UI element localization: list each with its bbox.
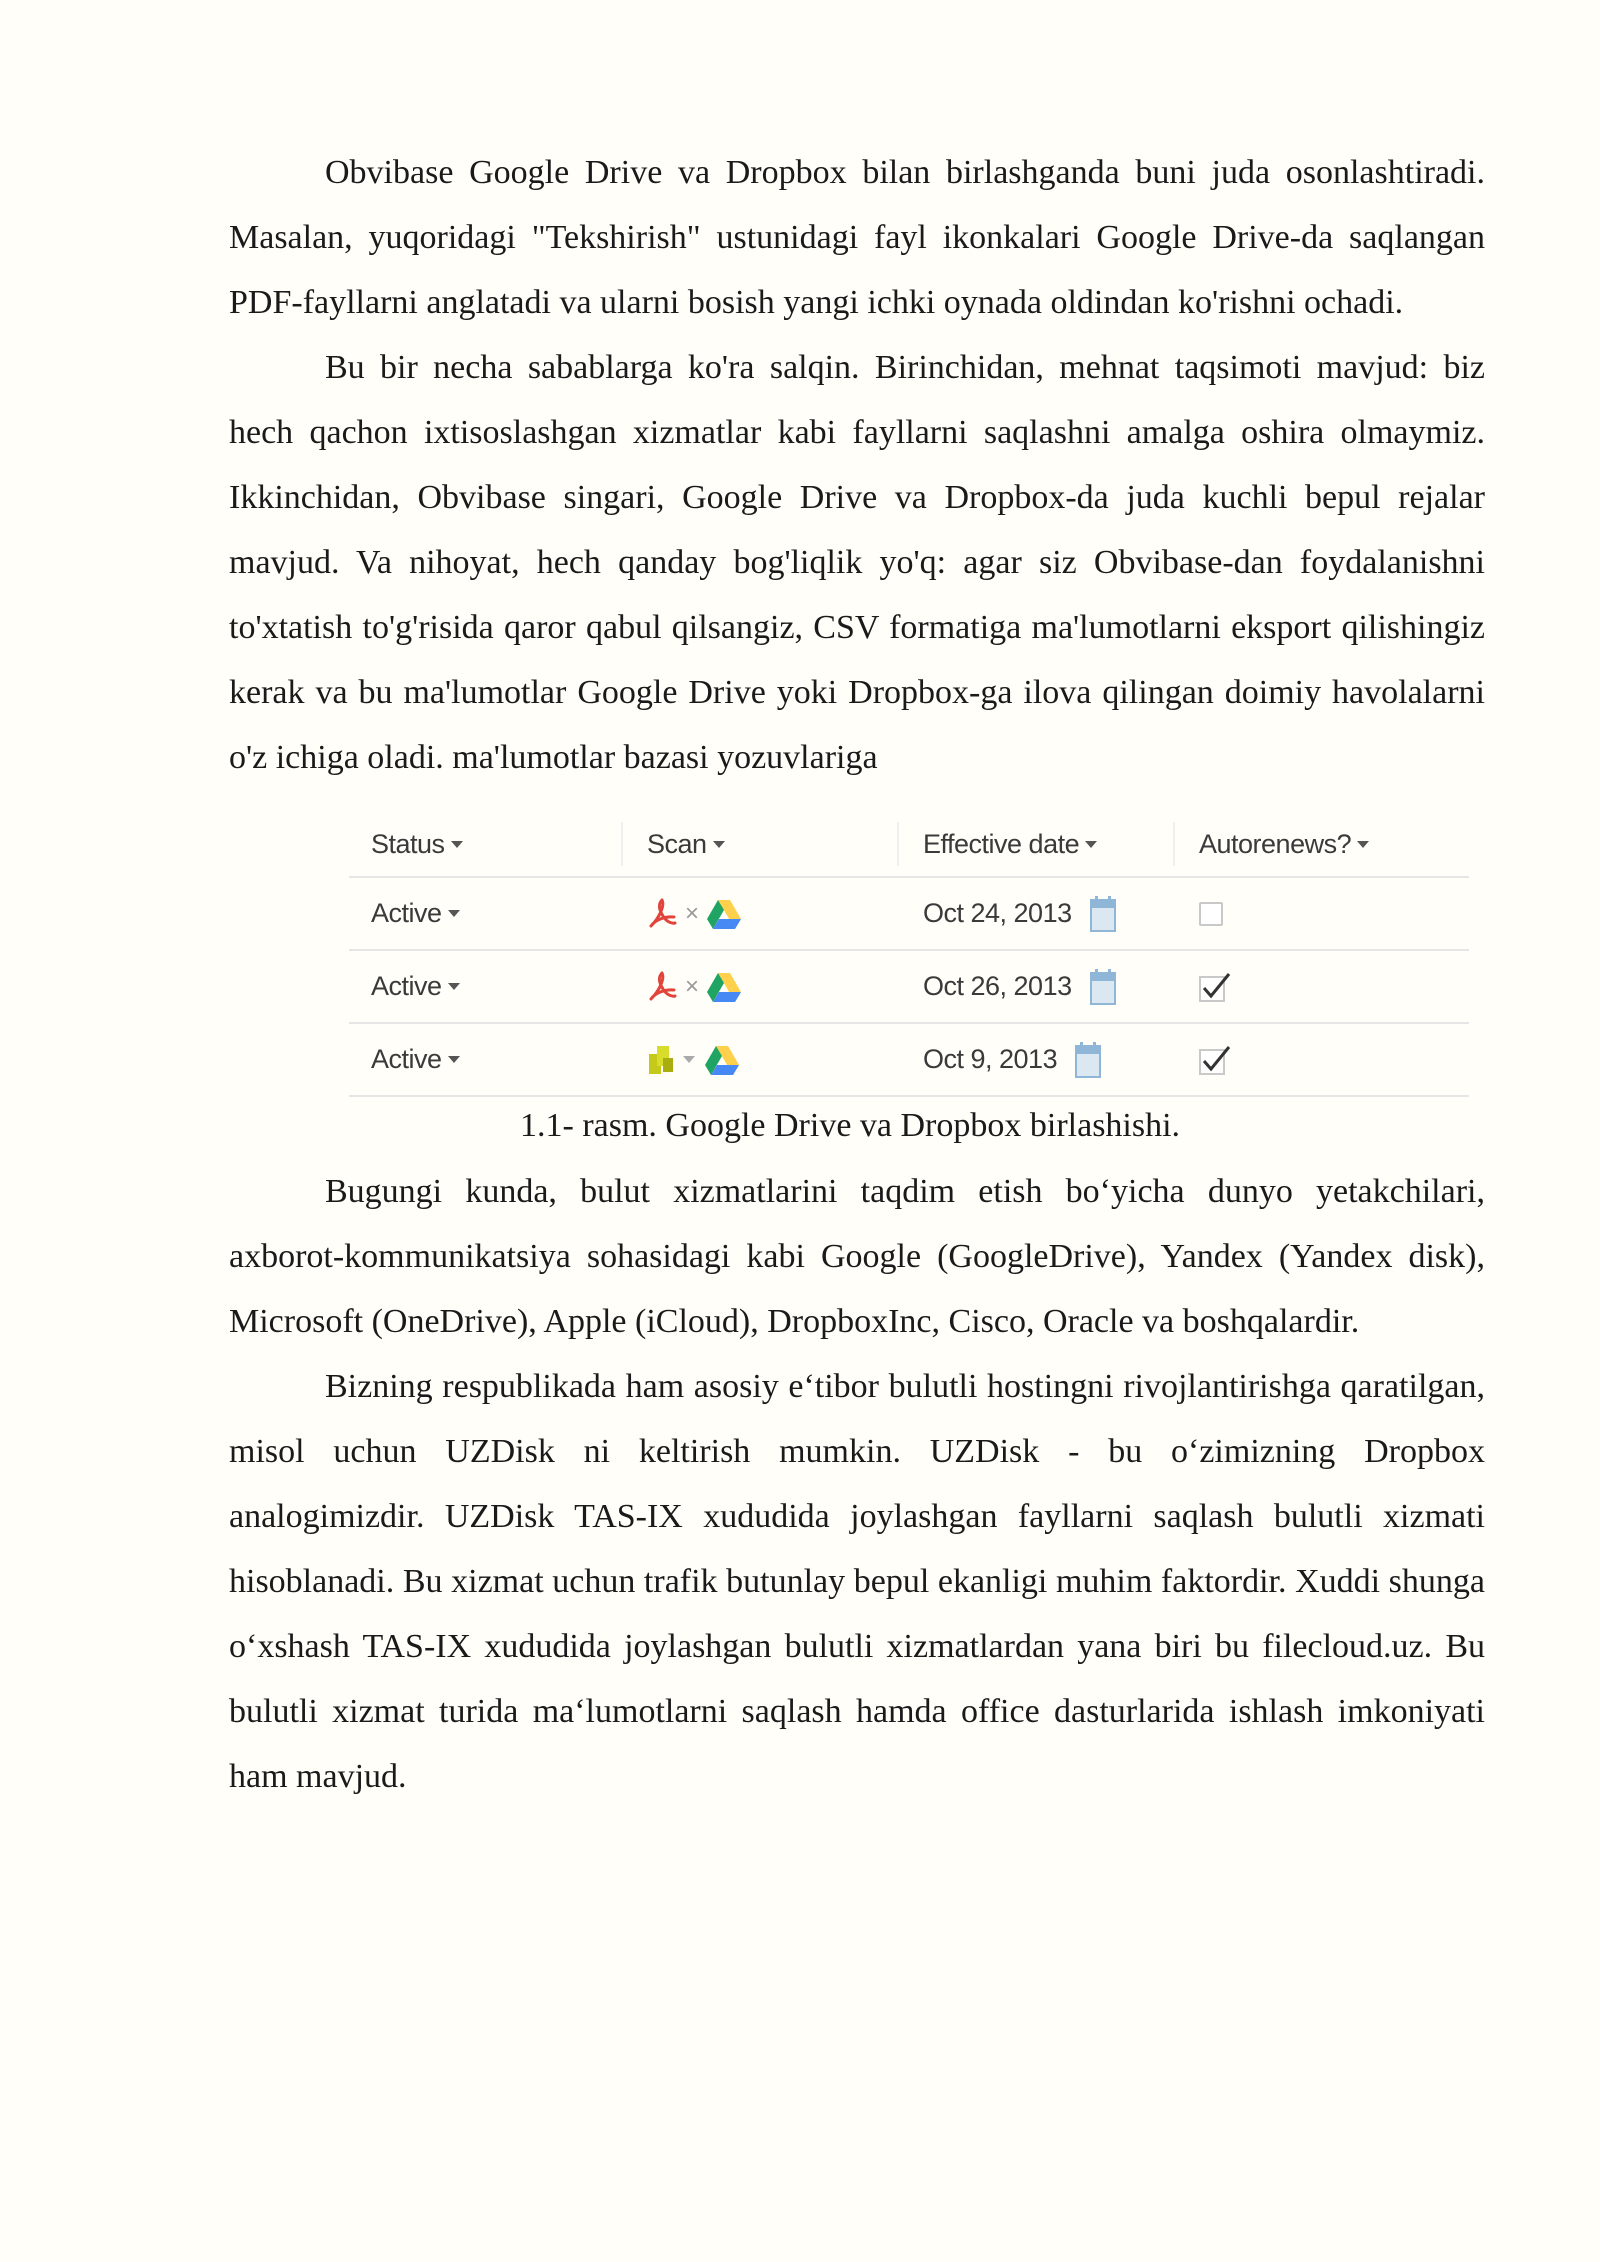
table-row	[349, 878, 1469, 951]
autorenew-checkbox-cell	[1199, 1024, 1231, 1095]
caret-down-icon	[448, 910, 460, 917]
autorenew-checkbox[interactable]	[1199, 902, 1223, 926]
table-row	[349, 951, 1469, 1024]
header-effective-date[interactable]: Effective date	[923, 812, 1097, 876]
header-status[interactable]: Status	[371, 812, 463, 876]
google-drive-icon[interactable]	[707, 972, 741, 1002]
google-drive-icon[interactable]	[705, 1045, 739, 1075]
scan-cell	[647, 951, 741, 1022]
calendar-icon[interactable]	[1090, 969, 1116, 1005]
autorenew-checkbox-cell	[1199, 878, 1223, 949]
calendar-icon[interactable]	[1075, 1042, 1101, 1078]
caret-down-icon	[1085, 841, 1097, 848]
checked-checkbox-icon[interactable]	[1199, 1045, 1231, 1075]
status-dropdown[interactable]: Active	[371, 878, 460, 949]
status-dropdown[interactable]: Active	[371, 951, 460, 1022]
scan-cell	[647, 1024, 739, 1095]
paragraph: Bugungi kunda, bulut xizmatlarini taqdim etish bo‘yicha dunyo yetakchilari, axborot-kommunikatsiya sohasidagi kabi Google (GoogleDrive), Yandex (Yandex disk), Microsoft (OneDrive), Apple (iCloud), DropboxInc, Cisco, Oracle va boshqalardir.	[229, 1173, 1485, 1340]
table-header-row	[349, 812, 1469, 878]
caret-down-icon	[1357, 841, 1369, 848]
calendar-icon[interactable]	[1090, 896, 1116, 932]
paragraph: Obvibase Google Drive va Dropbox bilan birlashganda buni juda osonlashtiradi. Masalan, yuqoridagi "Tekshirish" ustunidagi fayl ikonkalari Google Drive-da saqlangan PDF-fayllarni anglatadi va ularni bosish yangi ichki oynada oldindan ko'rishni ochadi.	[229, 154, 1485, 321]
caret-down-icon	[451, 841, 463, 848]
figure-table	[349, 812, 1469, 1097]
remove-x-icon[interactable]: ×	[685, 972, 699, 1000]
table-row	[349, 1024, 1469, 1097]
autorenew-checkbox-cell	[1199, 951, 1231, 1022]
figure-caption: 1.1- rasm. Google Drive va Dropbox birlashishi.	[520, 1107, 1181, 1144]
checked-checkbox-icon[interactable]	[1199, 972, 1231, 1002]
column-divider	[1173, 822, 1175, 866]
pdf-icon[interactable]	[647, 898, 677, 930]
caret-down-icon	[713, 841, 725, 848]
status-dropdown[interactable]: Active	[371, 1024, 460, 1095]
paragraph: Bu bir necha sabablarga ko'ra salqin. Birinchidan, mehnat taqsimoti mavjud: biz hech qachon ixtisoslashgan xizmatlar kabi fayllarni saqlashni amalga oshira olmaymiz. Ikkinchidan, Obvibase singari, Google Drive va Dropbox-da juda kuchli bepul rejalar mavjud. Va nihoyat, hech qanday bog'liqlik yo'q: agar siz Obvibase-dan foydalanishni to'xtatish to'g'risida qaror qabul qilsangiz, CSV formatiga ma'lumotlarni eksport qilishingiz kerak va bu ma'lumotlar Google Drive yoki Dropbox-ga ilova qilingan doimiy havolalarni o'z ichiga oladi. ma'lumotlar bazasi yozuvlariga	[229, 349, 1485, 776]
column-divider	[621, 822, 623, 866]
caret-down-icon[interactable]	[683, 1056, 695, 1063]
header-autorenews[interactable]: Autorenews?	[1199, 812, 1369, 876]
document-page	[229, 140, 1485, 1809]
upload-files-icon[interactable]	[647, 1044, 677, 1076]
effective-date-cell: Oct 24, 2013	[923, 878, 1116, 949]
google-drive-icon[interactable]	[707, 899, 741, 929]
effective-date-cell: Oct 26, 2013	[923, 951, 1116, 1022]
remove-x-icon[interactable]: ×	[685, 899, 699, 927]
caret-down-icon	[448, 983, 460, 990]
column-divider	[897, 822, 899, 866]
header-scan[interactable]: Scan	[647, 812, 725, 876]
caret-down-icon	[448, 1056, 460, 1063]
pdf-icon[interactable]	[647, 971, 677, 1003]
effective-date-cell: Oct 9, 2013	[923, 1024, 1101, 1095]
paragraph: Bizning respublikada ham asosiy e‘tibor bulutli hostingni rivojlantirishga qaratilgan, misol uchun UZDisk ni keltirish mumkin. UZDisk - bu o‘zimizning Dropbox analogimizdir. UZDisk TAS-IX xududida joylashgan fayllarni saqlash bulutli xizmati hisoblanadi. Bu xizmat uchun trafik butunlay bepul ekanligi muhim faktordir. Xuddi shunga o‘xshash TAS-IX xududida joylashgan bulutli xizmatlardan yana biri bu filecloud.uz. Bu bulutli xizmat turida ma‘lumotlarni saqlash hamda office dasturlarida ishlash imkoniyati ham mavjud.	[229, 1368, 1485, 1795]
scan-cell	[647, 878, 741, 949]
